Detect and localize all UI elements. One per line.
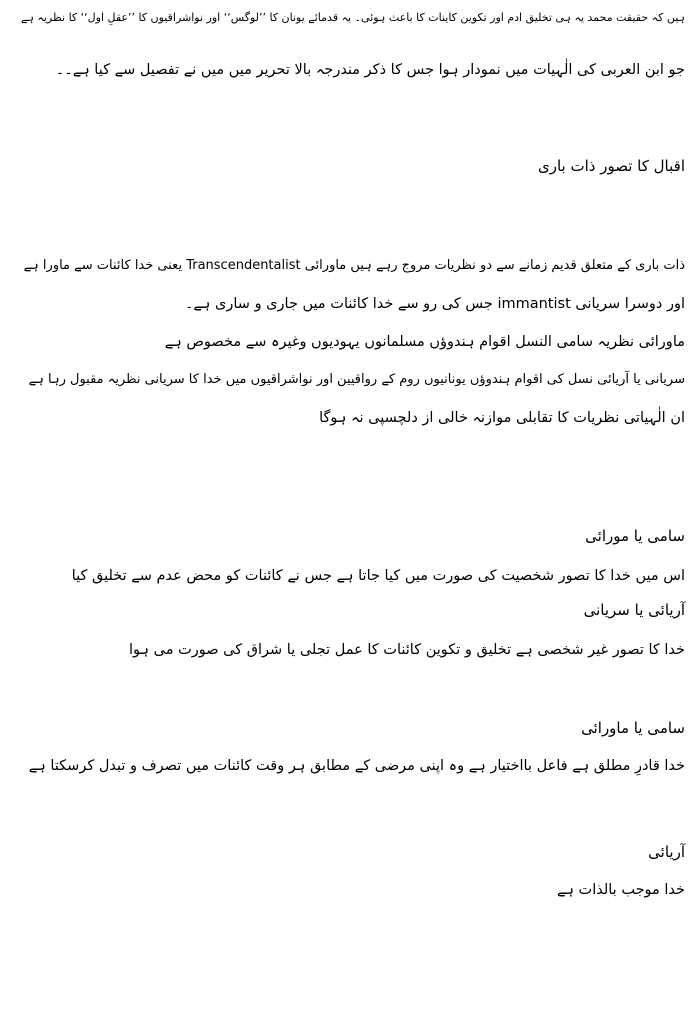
paragraph2-line2: اور دوسرا سریانی immantist جس کی رو سے خدا کائنات میں جاری و ساری ہے۔ bbox=[184, 296, 685, 312]
paragraph1-line2: جو ابن العربی کی الٰہیات میں نمودار ہوا جس کا ذکر مندرجہ بالا تحریر میں میں نے تفصیل سے کیا ہے۔۔ bbox=[55, 62, 685, 78]
paragraph1-line1: ہیں کہ حقیقت محمد یہ ہی تخلیق ادم اور تکوین کاینات کا باعث ہوئی۔ یہ قدمائے یونان کا ’’لوگس‘‘ اور نواشراقیوں کا ’’عقلِ اول‘‘ کا نظریہ ہے bbox=[21, 11, 685, 24]
semitic-text-1: اس میں خدا کا تصور شخصیت کی صورت میں کیا جاتا ہے جس نے کائنات کو محض عدم سے تخلیق کیا bbox=[71, 568, 685, 584]
aryan-text-2: خدا موجب بالذات ہے bbox=[556, 882, 685, 898]
paragraph2-line4: سریانی یا آریائی نسل کی اقوام ہندوؤں یونانیوں روم کے رواقیین اور نواشراقیوں میں خدا کا سریانی نظریہ مقبول رہا ہے bbox=[28, 372, 685, 387]
aryan-heading-1: آریائی یا سریانی bbox=[583, 601, 685, 619]
aryan-heading-2: آریائی bbox=[648, 843, 685, 861]
paragraph2-line5: ان الٰہیاتی نظریات کا تقابلی موازنہ خالی از دلچسپی نہ ہوگا bbox=[319, 410, 685, 426]
semitic-heading-1: سامی یا مورائی bbox=[585, 527, 685, 545]
paragraph2-line3: ماورائی نظریہ سامی النسل اقوام ہندوؤں مسلمانوں یہودیوں وغیرہ سے مخصوص ہے bbox=[164, 334, 685, 350]
semitic-heading-2: سامی یا ماورائی bbox=[581, 719, 685, 737]
semitic-text-2: خدا قادرِ مطلق ہے فاعل بااختیار ہے وہ اپنی مرضی کے مطابق ہر وقت کائنات میں تصرف و تبدل کرسکتا ہے bbox=[28, 758, 685, 774]
aryan-text-1: خدا کا تصور غیر شخصی ہے تخلیق و تکوین کائنات کا عمل تجلی یا شراق کی صورت می ہوا bbox=[129, 642, 685, 658]
section-heading: اقبال کا تصور ذات باری bbox=[538, 157, 685, 175]
paragraph2-line1: ذات باری کے متعلق قدیم زمانے سے دو نظریات مروج رہے ہیں ماورائی Transcendentalist یعنی خدا کائنات سے ماورا ہے bbox=[23, 258, 685, 273]
